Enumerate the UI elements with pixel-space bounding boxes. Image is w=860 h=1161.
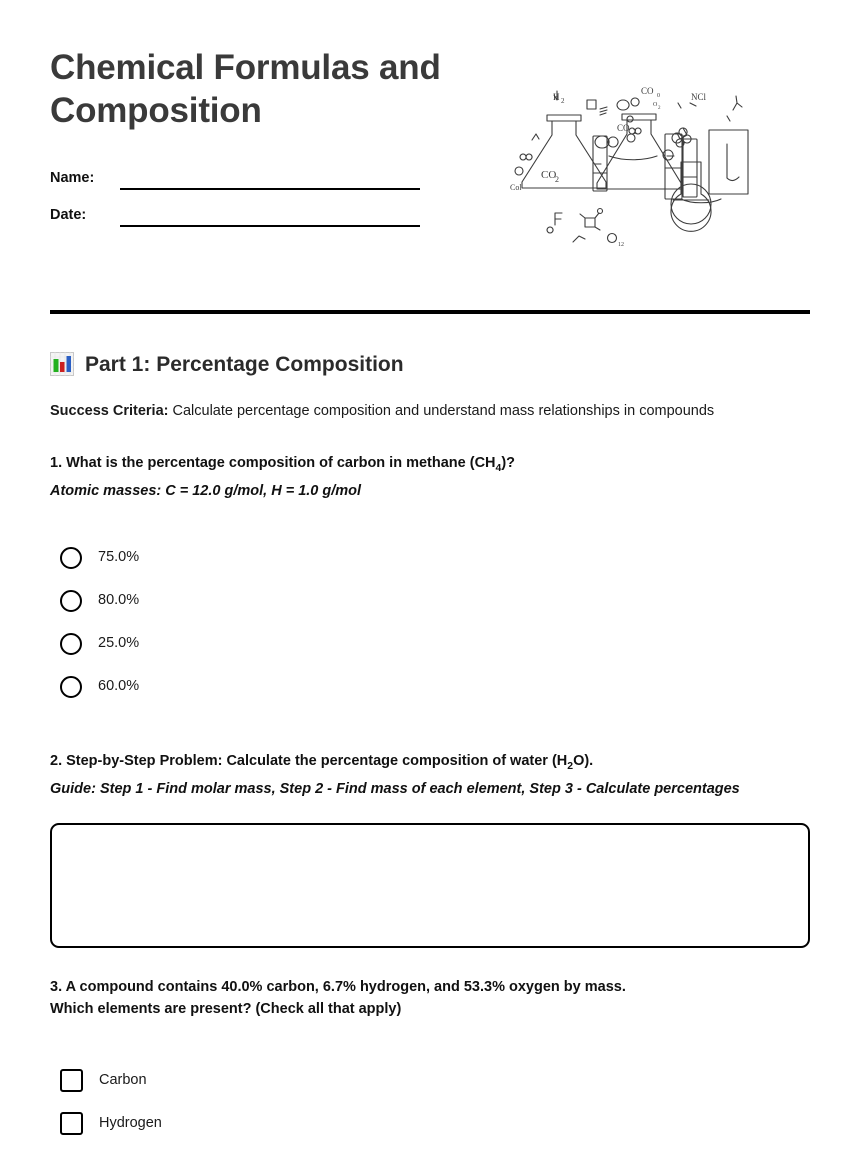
question-2: [50, 750, 810, 948]
part-1-header: [50, 352, 810, 376]
question-3-line-2: Which elements are present? (Check all that apply): [50, 1001, 402, 1018]
radio-circle-icon[interactable]: [60, 590, 82, 612]
question-2-number: 2.: [50, 753, 63, 770]
radio-option-label: 25.0%: [98, 635, 140, 652]
part-1-title: Part 1: Percentage Composition: [85, 352, 404, 376]
question-2-text-after: O).: [573, 753, 594, 770]
checkbox-option-label: Carbon: [99, 1071, 147, 1088]
checkbox-square-icon[interactable]: [60, 1069, 83, 1092]
svg-text:O: O: [653, 102, 658, 108]
svg-text:2: 2: [561, 97, 565, 105]
section-divider: [50, 310, 810, 314]
question-1-options: [50, 536, 810, 708]
question-1: [50, 452, 810, 709]
svg-text:H: H: [553, 92, 560, 102]
svg-text:CO: CO: [617, 123, 630, 133]
radio-option-3[interactable]: [50, 665, 810, 708]
checkbox-option-label: Hydrogen: [99, 1114, 162, 1131]
radio-option-label: 80.0%: [98, 592, 140, 609]
question-1-subscript: 4: [495, 462, 502, 474]
name-input-line[interactable]: [120, 187, 420, 190]
success-criteria-text: Calculate percentage composition and understand mass relationships in compounds: [168, 403, 715, 419]
question-3-line-1: [50, 976, 810, 998]
question-1-text-after: )?: [501, 454, 516, 471]
radio-option-1[interactable]: [50, 579, 810, 622]
name-field-label: Name:: [50, 169, 95, 186]
date-field-label: Date:: [50, 206, 87, 223]
question-2-text: [50, 750, 810, 775]
question-2-answer-box[interactable]: [50, 823, 810, 948]
svg-text:NCl: NCl: [691, 92, 707, 102]
svg-text:0: 0: [657, 93, 660, 99]
success-criteria-label: Success Criteria:: [50, 403, 169, 419]
question-3-text-line1: A compound contains 40.0% carbon, 6.7% hydrogen, and 53.3% oxygen by mass.: [62, 978, 626, 995]
radio-option-0[interactable]: [50, 536, 810, 579]
page-title: Chemical Formulas and Composition: [50, 48, 441, 131]
checkbox-option-0[interactable]: [50, 1059, 810, 1102]
checkbox-option-1[interactable]: [50, 1102, 810, 1145]
question-3: [50, 976, 810, 1145]
radio-option-label: 75.0%: [98, 549, 140, 566]
question-2-text-before: Step-by-Step Problem: Calculate the percentage composition of water (H: [62, 753, 568, 770]
success-criteria: [50, 402, 810, 422]
radio-circle-icon[interactable]: [60, 633, 82, 655]
svg-text:12: 12: [618, 242, 624, 248]
svg-text:2: 2: [633, 128, 637, 136]
bar-chart-icon: [50, 352, 74, 376]
question-3-options: [50, 1059, 810, 1145]
question-1-text: [50, 452, 810, 477]
question-1-note: Atomic masses: C = 12.0 g/mol, H = 1.0 g/mol: [50, 482, 362, 499]
chemistry-lab-glassware-illustration: [505, 78, 765, 263]
radio-option-2[interactable]: [50, 622, 810, 665]
radio-circle-icon[interactable]: [60, 676, 82, 698]
svg-text:CO: CO: [541, 169, 557, 181]
checkbox-square-icon[interactable]: [60, 1112, 83, 1135]
radio-option-label: 60.0%: [98, 678, 140, 695]
question-1-number: 1.: [50, 454, 63, 471]
svg-text:2: 2: [555, 175, 559, 184]
date-input-line[interactable]: [120, 224, 420, 227]
worksheet-header: [50, 0, 810, 250]
question-1-text-before: What is the percentage composition of carbon in methane (CH: [62, 454, 496, 471]
question-2-subscript: 2: [567, 760, 574, 772]
question-2-guide: Guide: Step 1 - Find molar mass, Step 2 - Find mass of each element, Step 3 - Calculate percentages: [50, 781, 740, 798]
radio-circle-icon[interactable]: [60, 547, 82, 569]
svg-text:2: 2: [658, 106, 661, 111]
svg-text:CO: CO: [641, 86, 654, 96]
svg-text:Col: Col: [510, 183, 522, 192]
question-3-number: 3.: [50, 978, 63, 995]
